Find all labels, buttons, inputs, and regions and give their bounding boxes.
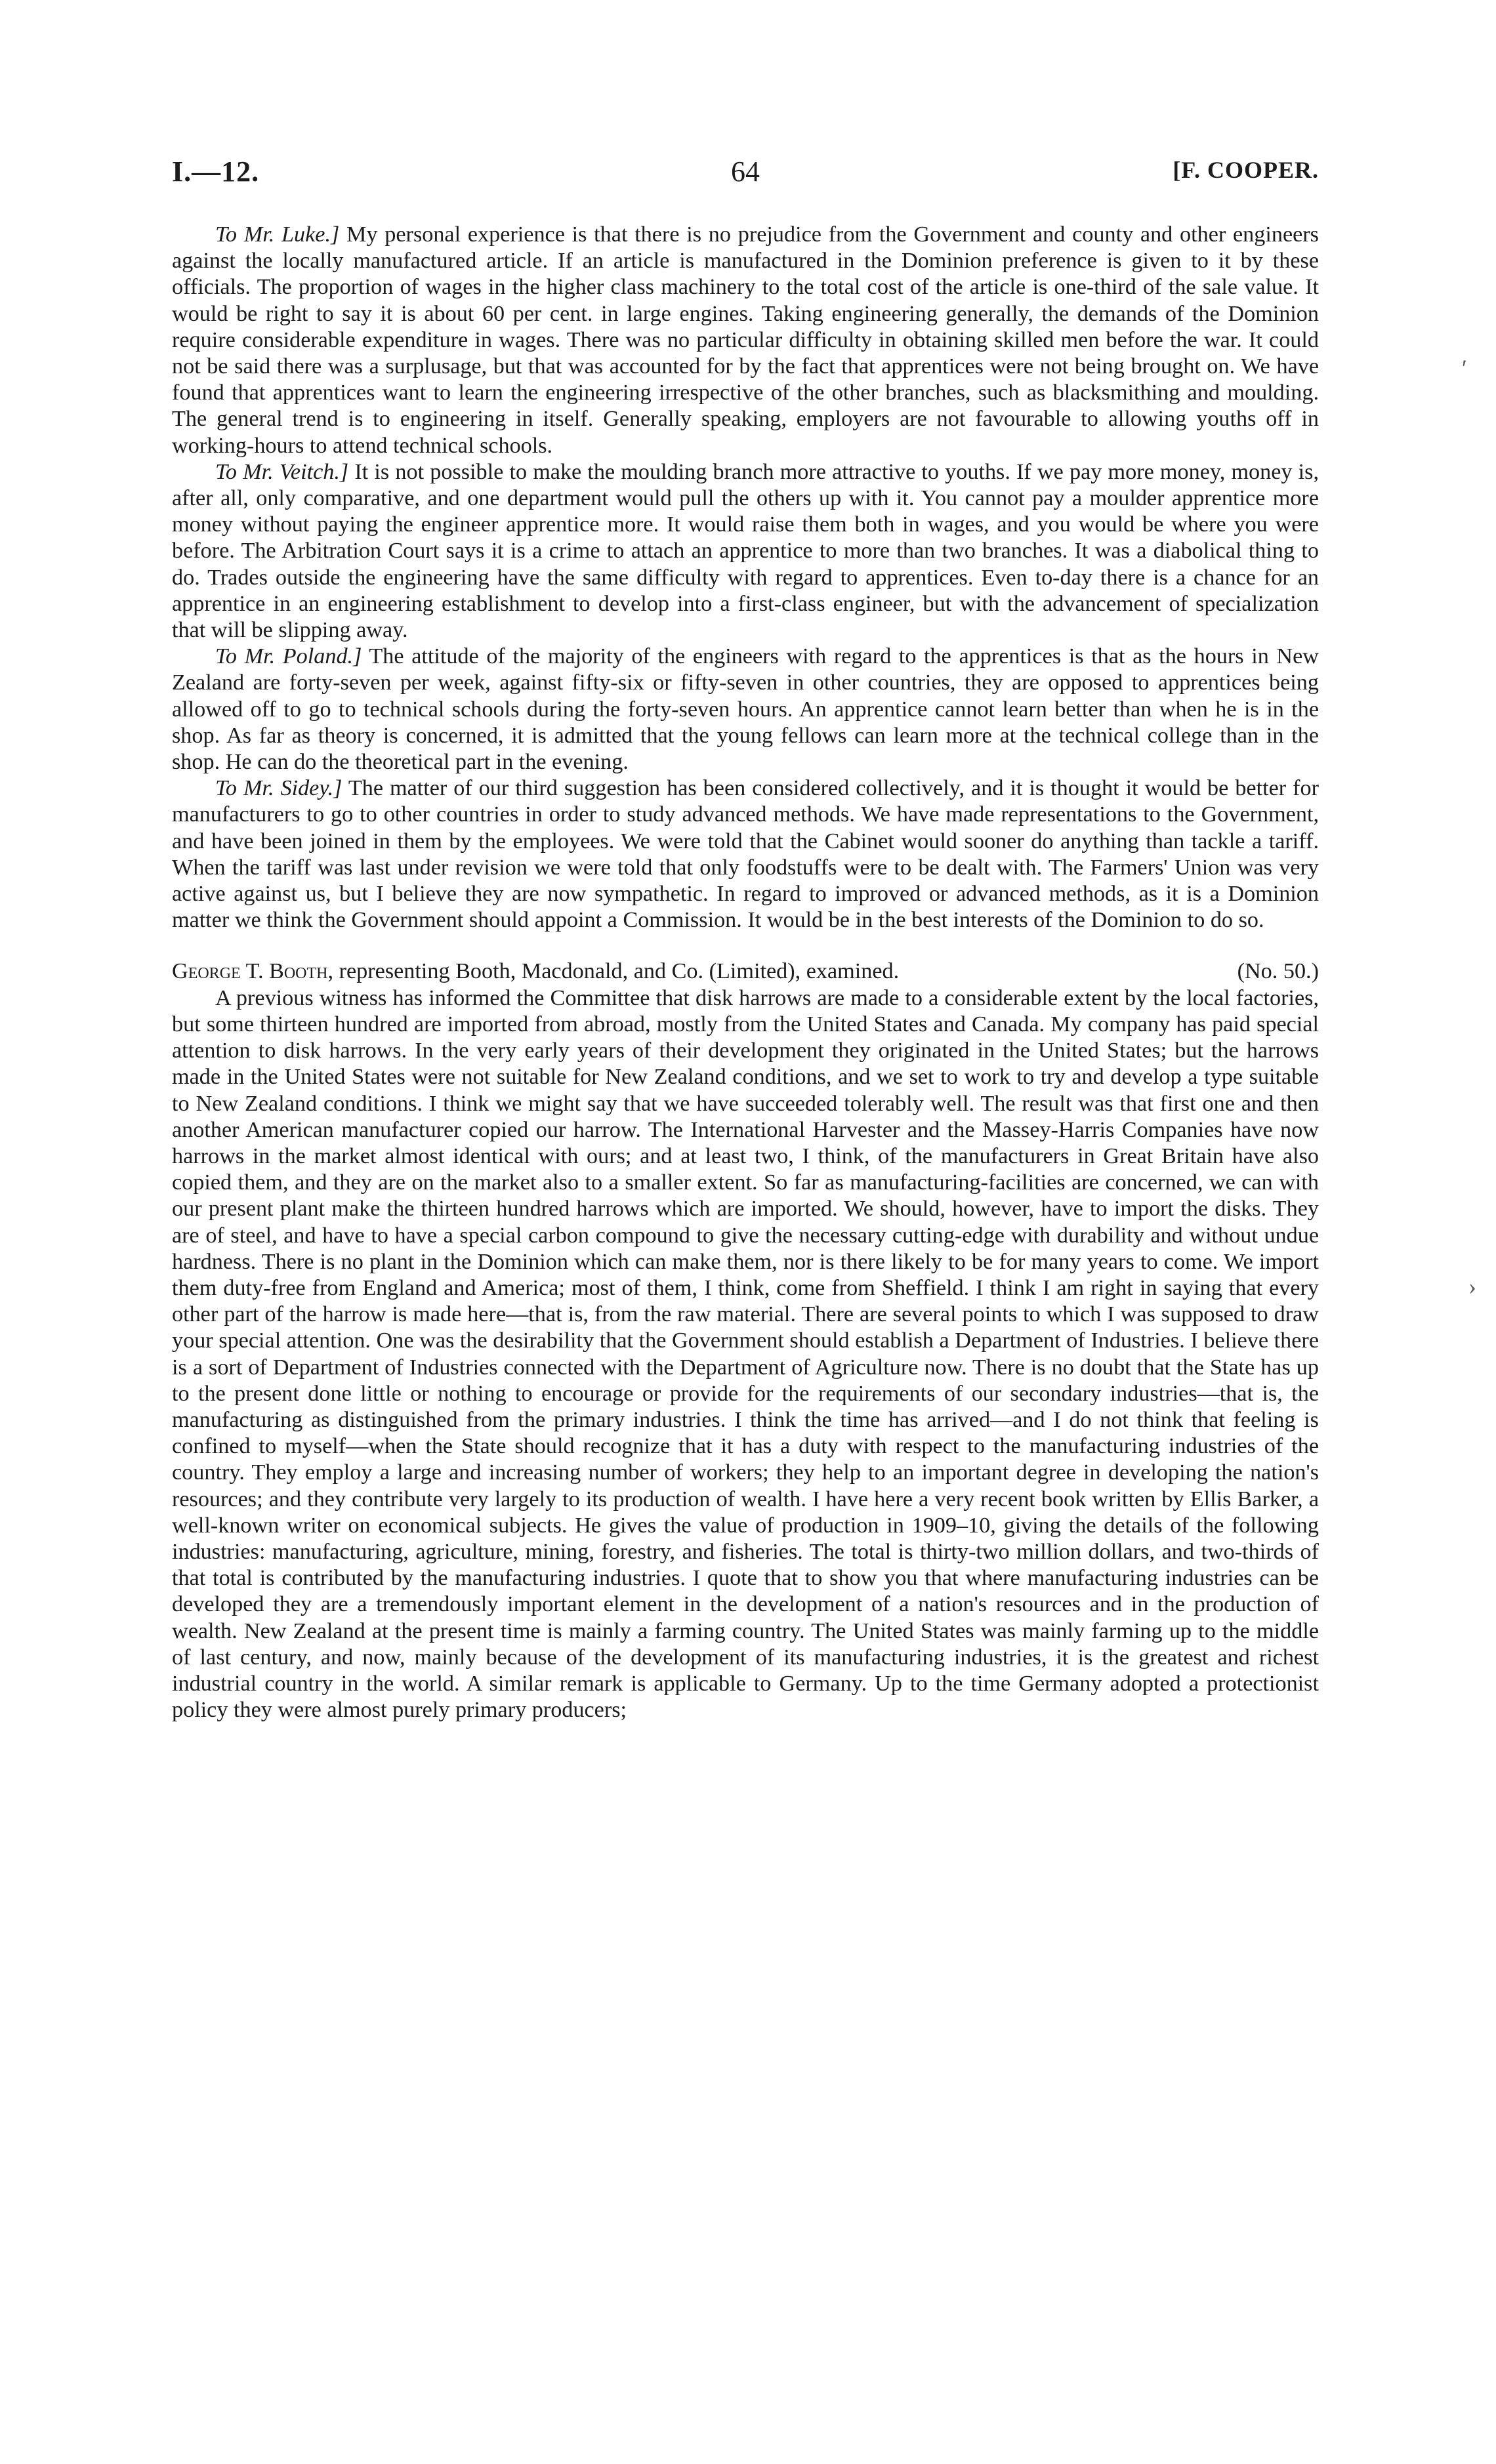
- speaker-label: To Mr. Luke.]: [215, 222, 340, 247]
- margin-arrow-mark: ›: [1468, 1273, 1476, 1300]
- paragraph-luke: [172, 222, 1319, 459]
- witness-number: (No. 50.): [1237, 959, 1319, 984]
- speaker-label: To Mr. Veitch.]: [215, 459, 349, 484]
- paragraph-text: The attitude of the majority of the engineers with regard to the apprentices is that as the hours in New Zealand are forty-seven per week, against fifty-six or fifty-seven in other countries, they are opposed to apprentices being allowed off to go to technical schools during the forty-seven hours. An apprentice cannot learn better than when he is in the shop. As far as theory is concerned, it is admitted that the young fellows can learn more at the technical college than in the shop. He can do the theoretical part in the evening.: [172, 644, 1319, 775]
- paragraph-veitch: [172, 459, 1319, 644]
- speaker-label: To Mr. Poland.]: [215, 644, 362, 669]
- witness-description: , representing Booth, Macdonald, and Co. (Limited), examined.: [327, 959, 900, 984]
- page-header: [172, 155, 1319, 194]
- witness-testimony: A previous witness has informed the Committee that disk harrows are made to a considerable extent by the local factories, but some thirteen hundred are imported from abroad, mostly from the United States and Canada. My company has paid special attention to disk harrows. In the very early years of their development they originated in the United States; but the harrows made in the United States were not suitable for New Zealand conditions, and we set to work to try and develop a type suitable to New Zealand conditions. I think we might say that we have succeeded tolerably well. The result was that first one and then another American manufacturer copied our harrow. The International Harvester and the Massey-Harris Companies have now harrows in the market almost identical with ours; and at least two, I think, of the manufacturers in Great Britain have also copied them, and they are on the market also to a smaller extent. So far as manufacturing-facilities are concerned, we can with our present plant make the thirteen hundred harrows which are imported. We should, however, have to import the disks. They are of steel, and have to have a special carbon compound to give the necessary cutting-edge with durability and without undue hardness. There is no plant in the Dominion which can make them, nor is there likely to be for many years to come. We import them duty-free from England and America; most of them, I think, come from Sheffield. I think I am right in saying that every other part of the harrow is made here—that is, from the raw material. There are several points to which I was supposed to draw your special attention. One was the desirability that the Government should establish a Department of Industries. I believe there is a sort of Department of Industries connected with the Department of Agriculture now. There is no doubt that the State has up to the present done little or nothing to encourage or provide for the requirements of our secondary industries—that is, the manufacturing as distinguished from the primary industries. I think the time has arrived—and I do not think that feeling is confined to myself—when the State should recognize that it has a duty with respect to the manufacturing industries of the country. They employ a large and increasing number of workers; they help to an important degree in developing the nation's resources; and they contribute very largely to its production of wealth. I have here a very recent book written by Ellis Barker, a well-known writer on economical subjects. He gives the value of production in 1909–10, giving the details of the following industries: manufacturing, agriculture, mining, forestry, and fisheries. The total is thirty-two million dollars, and two-thirds of that total is contributed by the manufacturing industries. I quote that to show you that where manufacturing industries can be developed they are a tremendously important element in the development of a nation's resources and in the production of wealth. New Zealand at the present time is mainly a farming country. The United States was mainly farming up to the middle of last century, and now, mainly because of the development of its manufacturing industries, it is the greatest and richest industrial country in the world. A similar remark is applicable to Germany. Up to the time Germany adopted a protectionist policy they were almost purely primary producers;: [172, 985, 1319, 1723]
- paper-reference: I.—12.: [172, 155, 260, 188]
- paragraph-text: My personal experience is that there is no prejudice from the Government and county and other engineers against the locally manufactured article. If an article is manufactured in the Dominion preference is given to it by these officials. The proportion of wages in the higher class machinery to the total cost of the article is one-third of the sale value. It would be right to say it is about 60 per cent. in large engines. Taking engineering generally, the demands of the Dominion require considerable expenditure in wages. There was no particular difficulty in obtaining skilled men before the war. It could not be said there was a surplusage, but that was accounted for by the fact that apprentices were not being brought on. We have found that apprentices want to learn the engineering irrespective of the other branches, such as blacksmithing and moulding. The general trend is to engineering in itself. Generally speaking, employers are not favourable to allowing youths off in working-hours to attend technical schools.: [172, 222, 1319, 458]
- paragraph-poland: [172, 644, 1319, 775]
- witness-heading: [172, 958, 1319, 985]
- document-body: [172, 222, 1319, 1723]
- paragraph-sidey: [172, 775, 1319, 934]
- witness-name: George T. Booth: [172, 959, 328, 984]
- margin-mark: ʹ: [1462, 355, 1467, 381]
- witness-reference: [F. COOPER.: [1173, 157, 1319, 183]
- page-number: 64: [731, 155, 760, 188]
- speaker-label: To Mr. Sidey.]: [215, 776, 343, 801]
- paragraph-text: The matter of our third suggestion has been considered collectively, and it is thought it would be better for manufacturers to go to other countries in order to study advanced methods. We have made representations to the Government, and have been joined in them by the employees. We were told that the Cabinet would sooner do anything than tackle a tariff. When the tariff was last under revision we were told that only foodstuffs were to be dealt with. The Farmers' Union was very active against us, but I believe they are now sympathetic. In regard to improved or advanced methods, as it is a Dominion matter we think the Government should appoint a Commission. It would be in the best interests of the Dominion to do so.: [172, 776, 1319, 933]
- paragraph-text: It is not possible to make the moulding branch more attractive to youths. If we pay more money, money is, after all, only comparative, and one department would pull the others up with it. You cannot pay a moulder apprentice more money without paying the engineer apprentice more. It would raise them both in wages, and you would be where you were before. The Arbitration Court says it is a crime to attach an apprentice to more than two branches. It was a diabolical thing to do. Trades outside the engineering have the same difficulty with regard to apprentices. Even to-day there is a chance for an apprentice in an engineering establishment to develop into a first-class engineer, but with the advancement of specialization that will be slipping away.: [172, 459, 1319, 643]
